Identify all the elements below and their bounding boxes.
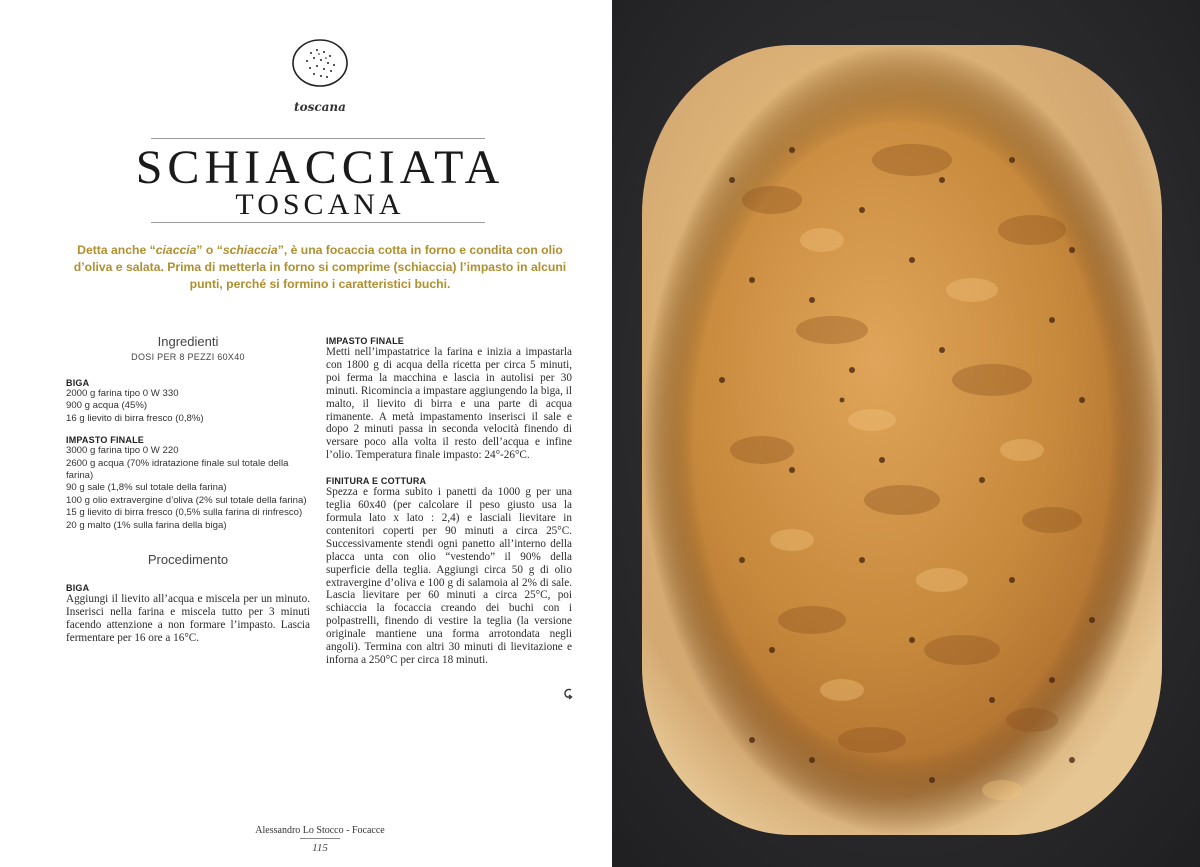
intro-text: ” o “ (196, 243, 223, 257)
procedure-impasto-label: IMPASTO FINALE (326, 336, 404, 346)
intro-term-ciaccia: ciaccia (155, 243, 197, 257)
intro-text: ”, è una focaccia cotta in forno e condita con olio d’oliva e salata. Prima di metterla in forno si comprime (schiaccia) l’impasto in alcuni punti, perché si formino i caratteristici buchi. (73, 243, 567, 291)
procedure-biga-text: Aggiungi il lievito all’acqua e miscela per un minuto. Inserisci nella farina e miscela tutto per 3 minuti facendo attenzione a non formare l’impasto. Lascia fermentare per 16 ore a 16°C. (66, 593, 310, 644)
intro-term-schiaccia: schiaccia (222, 243, 278, 257)
ingredient-item: 100 g olio extravergine d’oliva (2% sul totale della farina) (66, 494, 307, 506)
doses-label: DOSI PER 8 PEZZI 60X40 (131, 352, 245, 362)
region-label: toscana (294, 100, 346, 114)
ingredient-item: 15 g lievito di birra fresco (0,5% sulla farina di rinfresco) (66, 507, 303, 519)
impasto-ingredients-list (66, 445, 310, 532)
ingredients-heading: Ingredienti (157, 334, 219, 349)
biga-label: BIGA (66, 378, 90, 388)
intro-text: Detta anche “ (77, 243, 156, 257)
procedure-heading: Procedimento (147, 552, 229, 568)
procedure-biga-label: BIGA (66, 583, 90, 594)
page-subtitle: TOSCANA (235, 188, 405, 221)
ingredient-item: 20 g malto (1% sulla farina della biga) (66, 519, 227, 531)
title-rule-bottom (151, 222, 485, 223)
footer-credit: Alessandro Lo Stocco - Focacce (255, 825, 385, 836)
biga-ingredients-list (66, 388, 310, 425)
focaccia-photo (612, 0, 1200, 867)
page-number: 115 (312, 842, 328, 854)
impasto-finale-label: IMPASTO FINALE (66, 435, 144, 446)
ingredient-item: 16 g lievito di birra fresco (0,8%) (66, 412, 204, 424)
ingredient-item: 2000 g farina tipo 0 W 330 (66, 388, 179, 399)
ingredient-item: 3000 g farina tipo 0 W 220 (66, 445, 179, 457)
ingredient-item: 2600 g acqua (70% idratazione finale sul totale della farina) (66, 457, 289, 482)
page-title: SCHIACCIATA (135, 141, 505, 194)
footer-rule (300, 838, 340, 839)
procedure-impasto-text: Metti nell’impastatrice la farina e inizia a impastarla con 1800 g di acqua della ricetta per circa 5 minuti, poi ferma la macchina e lascia in autolisi per 30 minuti. Ricomincia a impastare aggiungendo la biga, il malto, il lievito di birra e una parte di acqua rimanente. A metà impastamento inserisci il sale e dopo 2 minuti passa in seconda velocità finendo di versare poco alla volta il resto dell’acqua e infine l’olio. Temperatura finale impasto: 24°-26°C. (326, 346, 572, 462)
procedure-finitura-label: FINITURA E COTTURA (326, 476, 427, 487)
continue-arrow-icon (560, 686, 574, 703)
ingredient-item: 900 g acqua (45%) (66, 400, 148, 412)
procedure-finitura-text: Spezza e forma subito i panetti da 1000 g per una teglia 60x40 (per calcolare il peso giusto usa la formula lato x lato : 2,4) e lasciali lievitare in contenitori coperti per 90 minuti a circa 25°C. Successivamente stendi ogni panetto all’interno della placca unta con olio “vestendo” il 90% della superficie della teglia. Aggiungi circa 50 g di olio extravergine d’oliva e 100 g di salamoia al 2% di sale. Lascia lievitare per 60 minuti a circa 25°C, poi schiaccia la focaccia creando dei buchi con i polpastrelli, finendo di vestire la teglia (la versione originale mantiene una forma arrotondata negli angoli). Termina con altri 30 minuti di lievitazione e inforna a 250°C per circa 18 minuti. (326, 486, 572, 666)
procedure-column (326, 336, 572, 667)
ingredients-column (66, 334, 310, 645)
title-rule-top (151, 138, 485, 139)
intro-paragraph (64, 242, 576, 293)
ingredient-item: 90 g sale (1,8% sul totale della farina) (66, 482, 227, 494)
focaccia-emblem-icon (291, 38, 349, 88)
